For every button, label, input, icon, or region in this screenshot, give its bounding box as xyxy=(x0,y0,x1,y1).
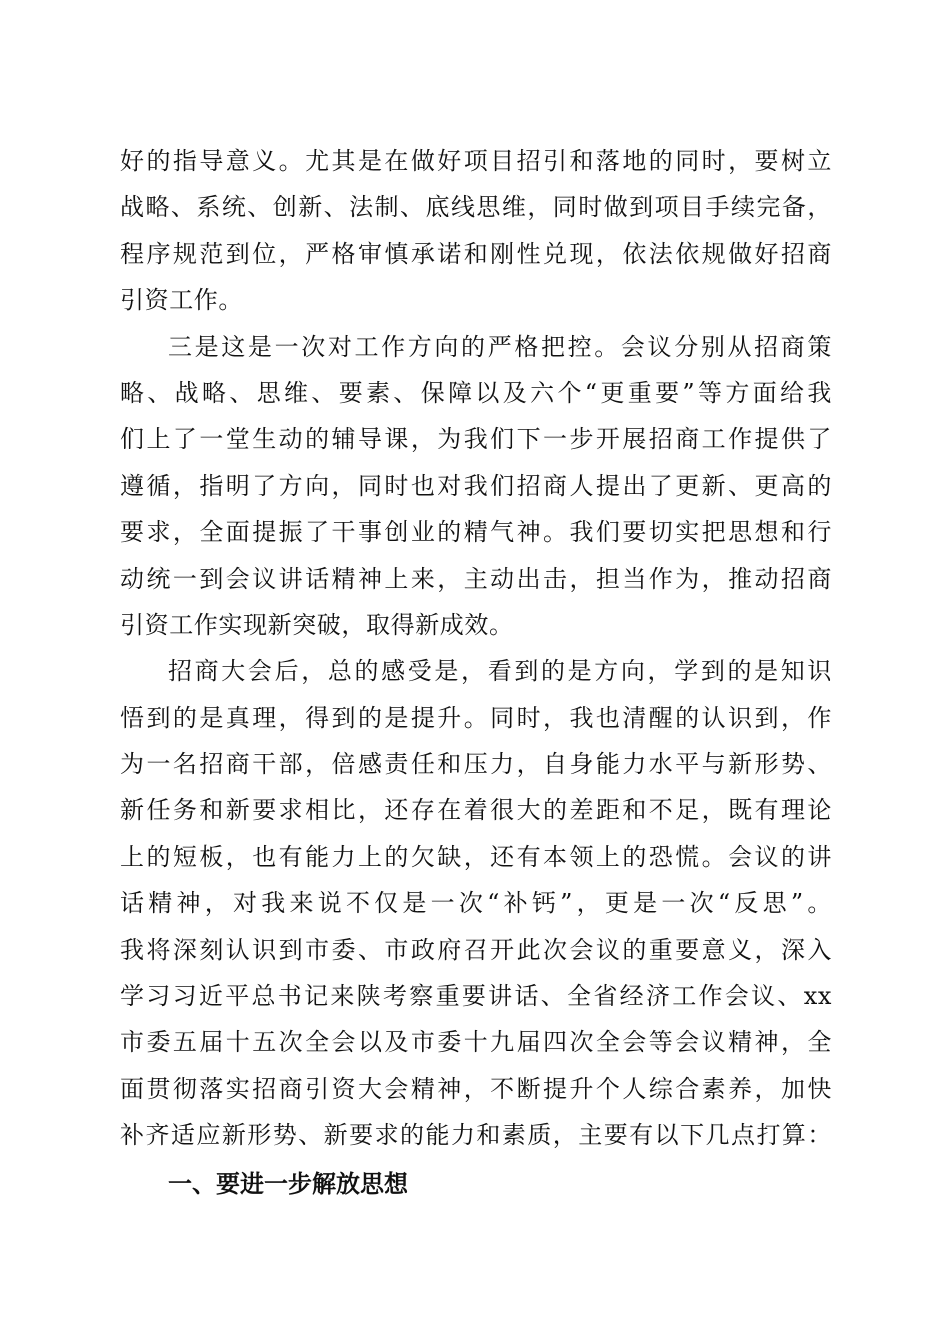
text-line: 新任务和新要求相比，还存在着很大的差距和不足，既有理论 xyxy=(120,796,832,825)
text-line: 好的指导意义。尤其是在做好项目招引和落地的同时，要树立 xyxy=(120,147,832,175)
text-line: 程序规范到位，严格审慎承诺和刚性兑现，依法依规做好招商 xyxy=(120,239,832,268)
text-line: 面贯彻落实招商引资大会精神，不断提升个人综合素养，加快 xyxy=(120,1074,832,1103)
text-line: 补齐适应新形势、新要求的能力和素质，主要有以下几点打算： xyxy=(120,1121,832,1150)
text-line: 引资工作实现新突破，取得新成效。 xyxy=(120,610,514,639)
text-line: 要求，全面提振了干事创业的精气神。我们要切实把思想和行 xyxy=(120,518,832,547)
text-line: 学习习近平总书记来陕考察重要讲话、全省经济工作会议、xx xyxy=(120,982,832,1011)
text-line: 市委五届十五次全会以及市委十九届四次全会等会议精神，全 xyxy=(120,1028,832,1057)
text-line: 战略、系统、创新、法制、底线思维，同时做到项目手续完备， xyxy=(120,193,832,222)
paragraph-text: 会议分别从招商策 xyxy=(620,332,832,361)
document-page xyxy=(120,138,832,1207)
paragraph-3 xyxy=(120,648,832,1158)
text-line: 遵循，指明了方向，同时也对我们招商人提出了更新、更高的 xyxy=(120,471,832,500)
text-line: 们上了一堂生动的辅导课，为我们下一步开展招商工作提供了 xyxy=(120,425,832,454)
text-line: 为一名招商干部，倍感责任和压力，自身能力水平与新形势、 xyxy=(120,750,832,779)
text-line: 招商大会后，总的感受是，看到的是方向，学到的是知识 xyxy=(168,657,832,686)
text-line: 话精神，对我来说不仅是一次“补钙”，更是一次“反思”。 xyxy=(120,889,832,918)
text-line: 悟到的是真理，得到的是提升。同时，我也清醒的认识到，作 xyxy=(120,703,832,732)
text-line: 动统一到会议讲话精神上来，主动出击，担当作为，推动招商 xyxy=(120,564,832,593)
text-line: 我将深刻认识到市委、市政府召开此次会议的重要意义，深入 xyxy=(120,935,832,964)
paragraph-2 xyxy=(120,324,832,649)
paragraph-lead: 三是这是一次对工作方向的严格把控。 xyxy=(168,332,621,361)
paragraph-1 xyxy=(120,138,832,324)
text-line: 略、战略、思维、要素、保障以及六个“更重要”等方面给我 xyxy=(120,378,832,407)
text-line xyxy=(120,324,832,370)
text-line: 引资工作。 xyxy=(120,286,243,315)
section-heading: 一、要进一步解放思想 xyxy=(168,1169,408,1198)
text-line: 上的短板，也有能力上的欠缺，还有本领上的恐慌。会议的讲 xyxy=(120,842,832,871)
